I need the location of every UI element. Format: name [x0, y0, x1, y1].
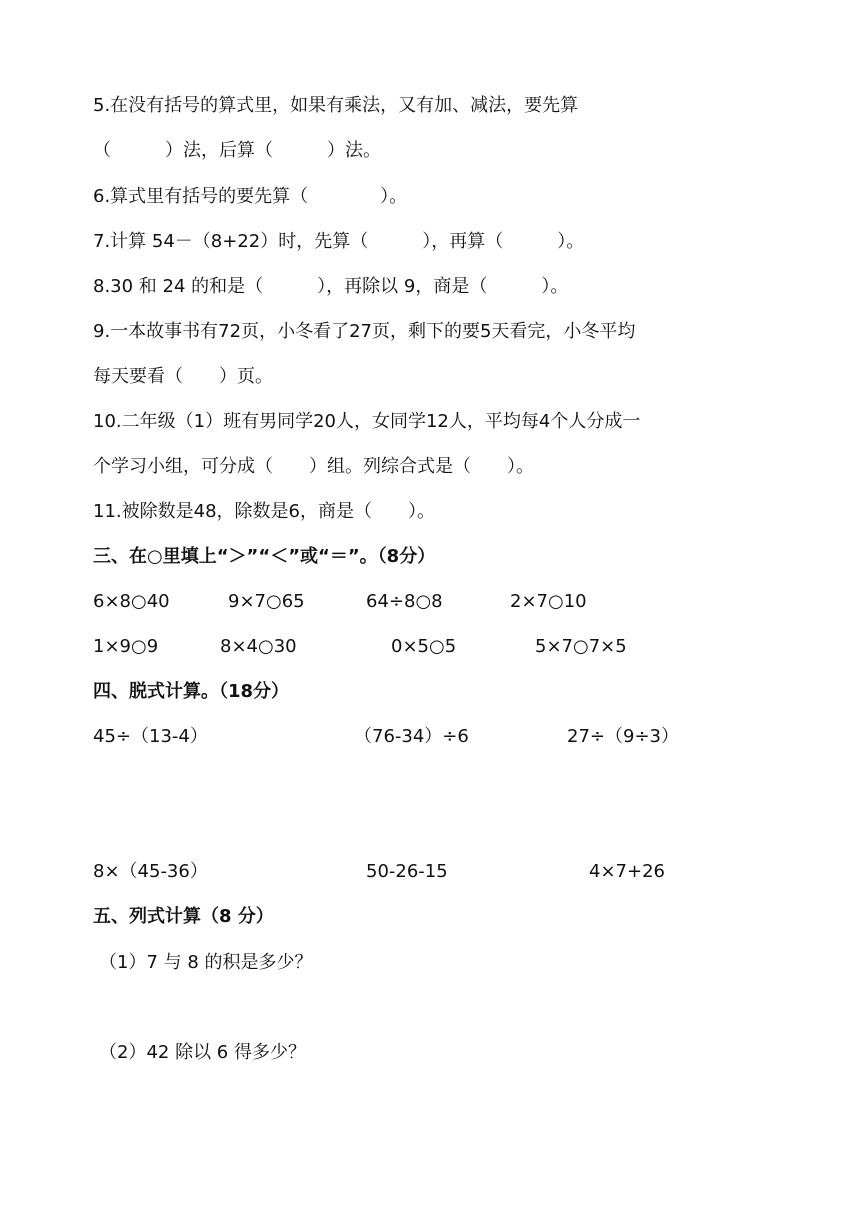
compare-item: 5×7○7×5	[535, 636, 627, 657]
question-8: 8.30 和 24 的和是（ ），再除以 9，商是（ ）。	[93, 276, 569, 297]
compare-item: 9×7○65	[228, 591, 305, 612]
compare-item: 8×4○30	[220, 636, 297, 657]
word-problem-2: （2）42 除以 6 得多少？	[99, 1042, 306, 1063]
calc-item: 50-26-15	[366, 861, 448, 882]
question-11: 11.被除数是48，除数是6，商是（ ）。	[93, 501, 435, 522]
section-5-heading: 五、列式计算（8 分）	[93, 906, 274, 927]
question-9-line1: 9.一本故事书有72页，小冬看了27页，剩下的要5天看完，小冬平均	[93, 321, 636, 342]
question-10-line1: 10.二年级（1）班有男同学20人，女同学12人，平均每4个人分成一	[93, 411, 641, 432]
calc-item: （76-34）÷6	[354, 726, 469, 747]
section-3-heading: 三、在○里填上“＞”“＜”或“＝”。（8分）	[93, 546, 436, 567]
calc-item: 8×（45-36）	[93, 861, 208, 882]
question-7: 7.计算 54－（8+22）时，先算（ ），再算（ ）。	[93, 231, 585, 252]
question-6: 6.算式里有括号的要先算（ ）。	[93, 186, 408, 207]
compare-item: 0×5○5	[391, 636, 457, 657]
calc-item: 27÷（9÷3）	[567, 726, 679, 747]
section-4-heading: 四、脱式计算。（18分）	[93, 681, 290, 702]
question-5-line1: 5.在没有括号的算式里，如果有乘法，又有加、减法，要先算	[93, 95, 579, 116]
calc-item: 4×7+26	[589, 861, 665, 882]
question-10-line2: 个学习小组，可分成（ ）组。列综合式是（ ）。	[93, 456, 534, 477]
word-problem-1: （1）7 与 8 的积是多少？	[99, 952, 313, 973]
calc-item: 45÷（13-4）	[93, 726, 208, 747]
compare-item: 64÷8○8	[366, 591, 443, 612]
compare-item: 1×9○9	[93, 636, 159, 657]
question-5-line2: （ ）法，后算（ ）法。	[93, 140, 381, 161]
compare-item: 2×7○10	[510, 591, 587, 612]
compare-item: 6×8○40	[93, 591, 170, 612]
question-9-line2: 每天要看（ ）页。	[93, 366, 273, 387]
